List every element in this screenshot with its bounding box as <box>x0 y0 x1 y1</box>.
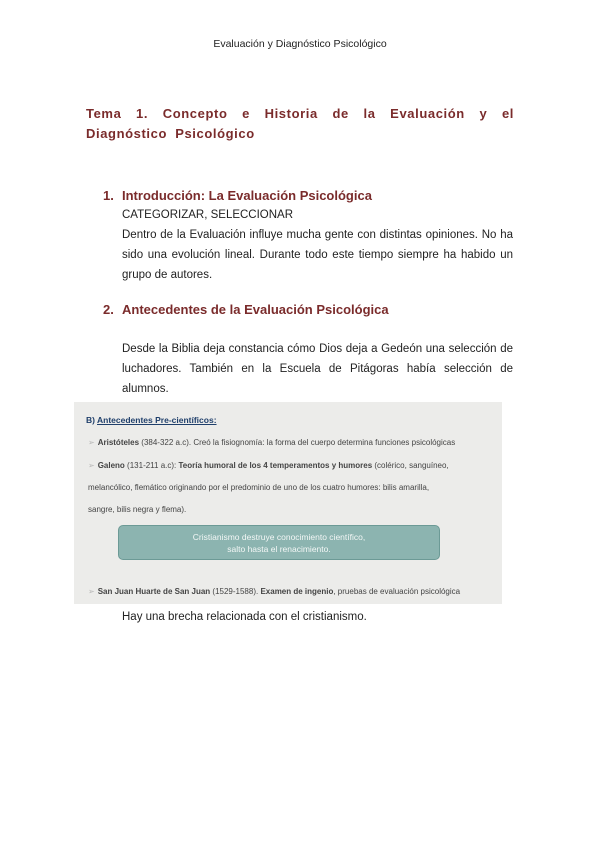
section-number: 2. <box>103 302 114 317</box>
arrow-bullet-icon: ➢ <box>88 461 95 470</box>
section-heading-2 <box>103 302 389 317</box>
section-paragraph-1: Dentro de la Evaluación influye mucha gente con distintas opiniones. No ha sido una evolución lineal. Durante todo este tiempo siempre ha habido un grupo de autores. <box>122 229 513 281</box>
section-keywords: CATEGORIZAR, SELECCIONAR <box>122 209 294 221</box>
slide-item-galeno: ➢ Galeno (131-211 a.c): Teoría humoral de los 4 temperamentos y humores (colérico, sanguíneo, <box>88 461 449 470</box>
section-title: Antecedentes de la Evaluación Psicológica <box>122 302 389 317</box>
embedded-slide-image <box>74 402 502 604</box>
slide-title: B) Antecedentes Pre-científicos: <box>86 415 217 425</box>
arrow-bullet-icon: ➢ <box>88 438 95 447</box>
section-paragraph-2: Desde la Biblia deja constancia cómo Dios deja a Gedeón una selección de luchadores. También en la Escuela de Pitágoras había selección de alumnos. <box>122 343 513 395</box>
closing-paragraph: Hay una brecha relacionada con el cristianismo. <box>122 611 367 623</box>
arrow-bullet-icon: ➢ <box>88 587 95 596</box>
slide-item-huarte: ➢ San Juan Huarte de San Juan (1529-1588). Examen de ingenio, pruebas de evaluación psicológica <box>88 587 461 596</box>
slide-item-aristoteles: ➢ Aristóteles (384-322 a.c). Creó la fisiognomía: la forma del cuerpo determina funciones psicológicas <box>88 438 456 447</box>
running-header: Evaluación y Diagnóstico Psicológico <box>213 38 387 50</box>
document-title: Tema 1. Concepto e Historia de la Evaluación y el Diagnóstico Psicológico <box>86 106 514 141</box>
slide-item-galeno-line2: melancólico, flemático originando por el predominio de uno de los cuatro humores: bilis amarilla, <box>88 483 430 492</box>
slide-item-galeno-line3: sangre, bilis negra y flema). <box>88 505 187 514</box>
section-title: Introducción: La Evaluación Psicológica <box>122 188 372 203</box>
section-number: 1. <box>103 188 114 203</box>
section-heading-1 <box>103 188 372 203</box>
slide-callout-box: Cristianismo destruye conocimiento científico, salto hasta el renacimiento. <box>118 525 440 560</box>
